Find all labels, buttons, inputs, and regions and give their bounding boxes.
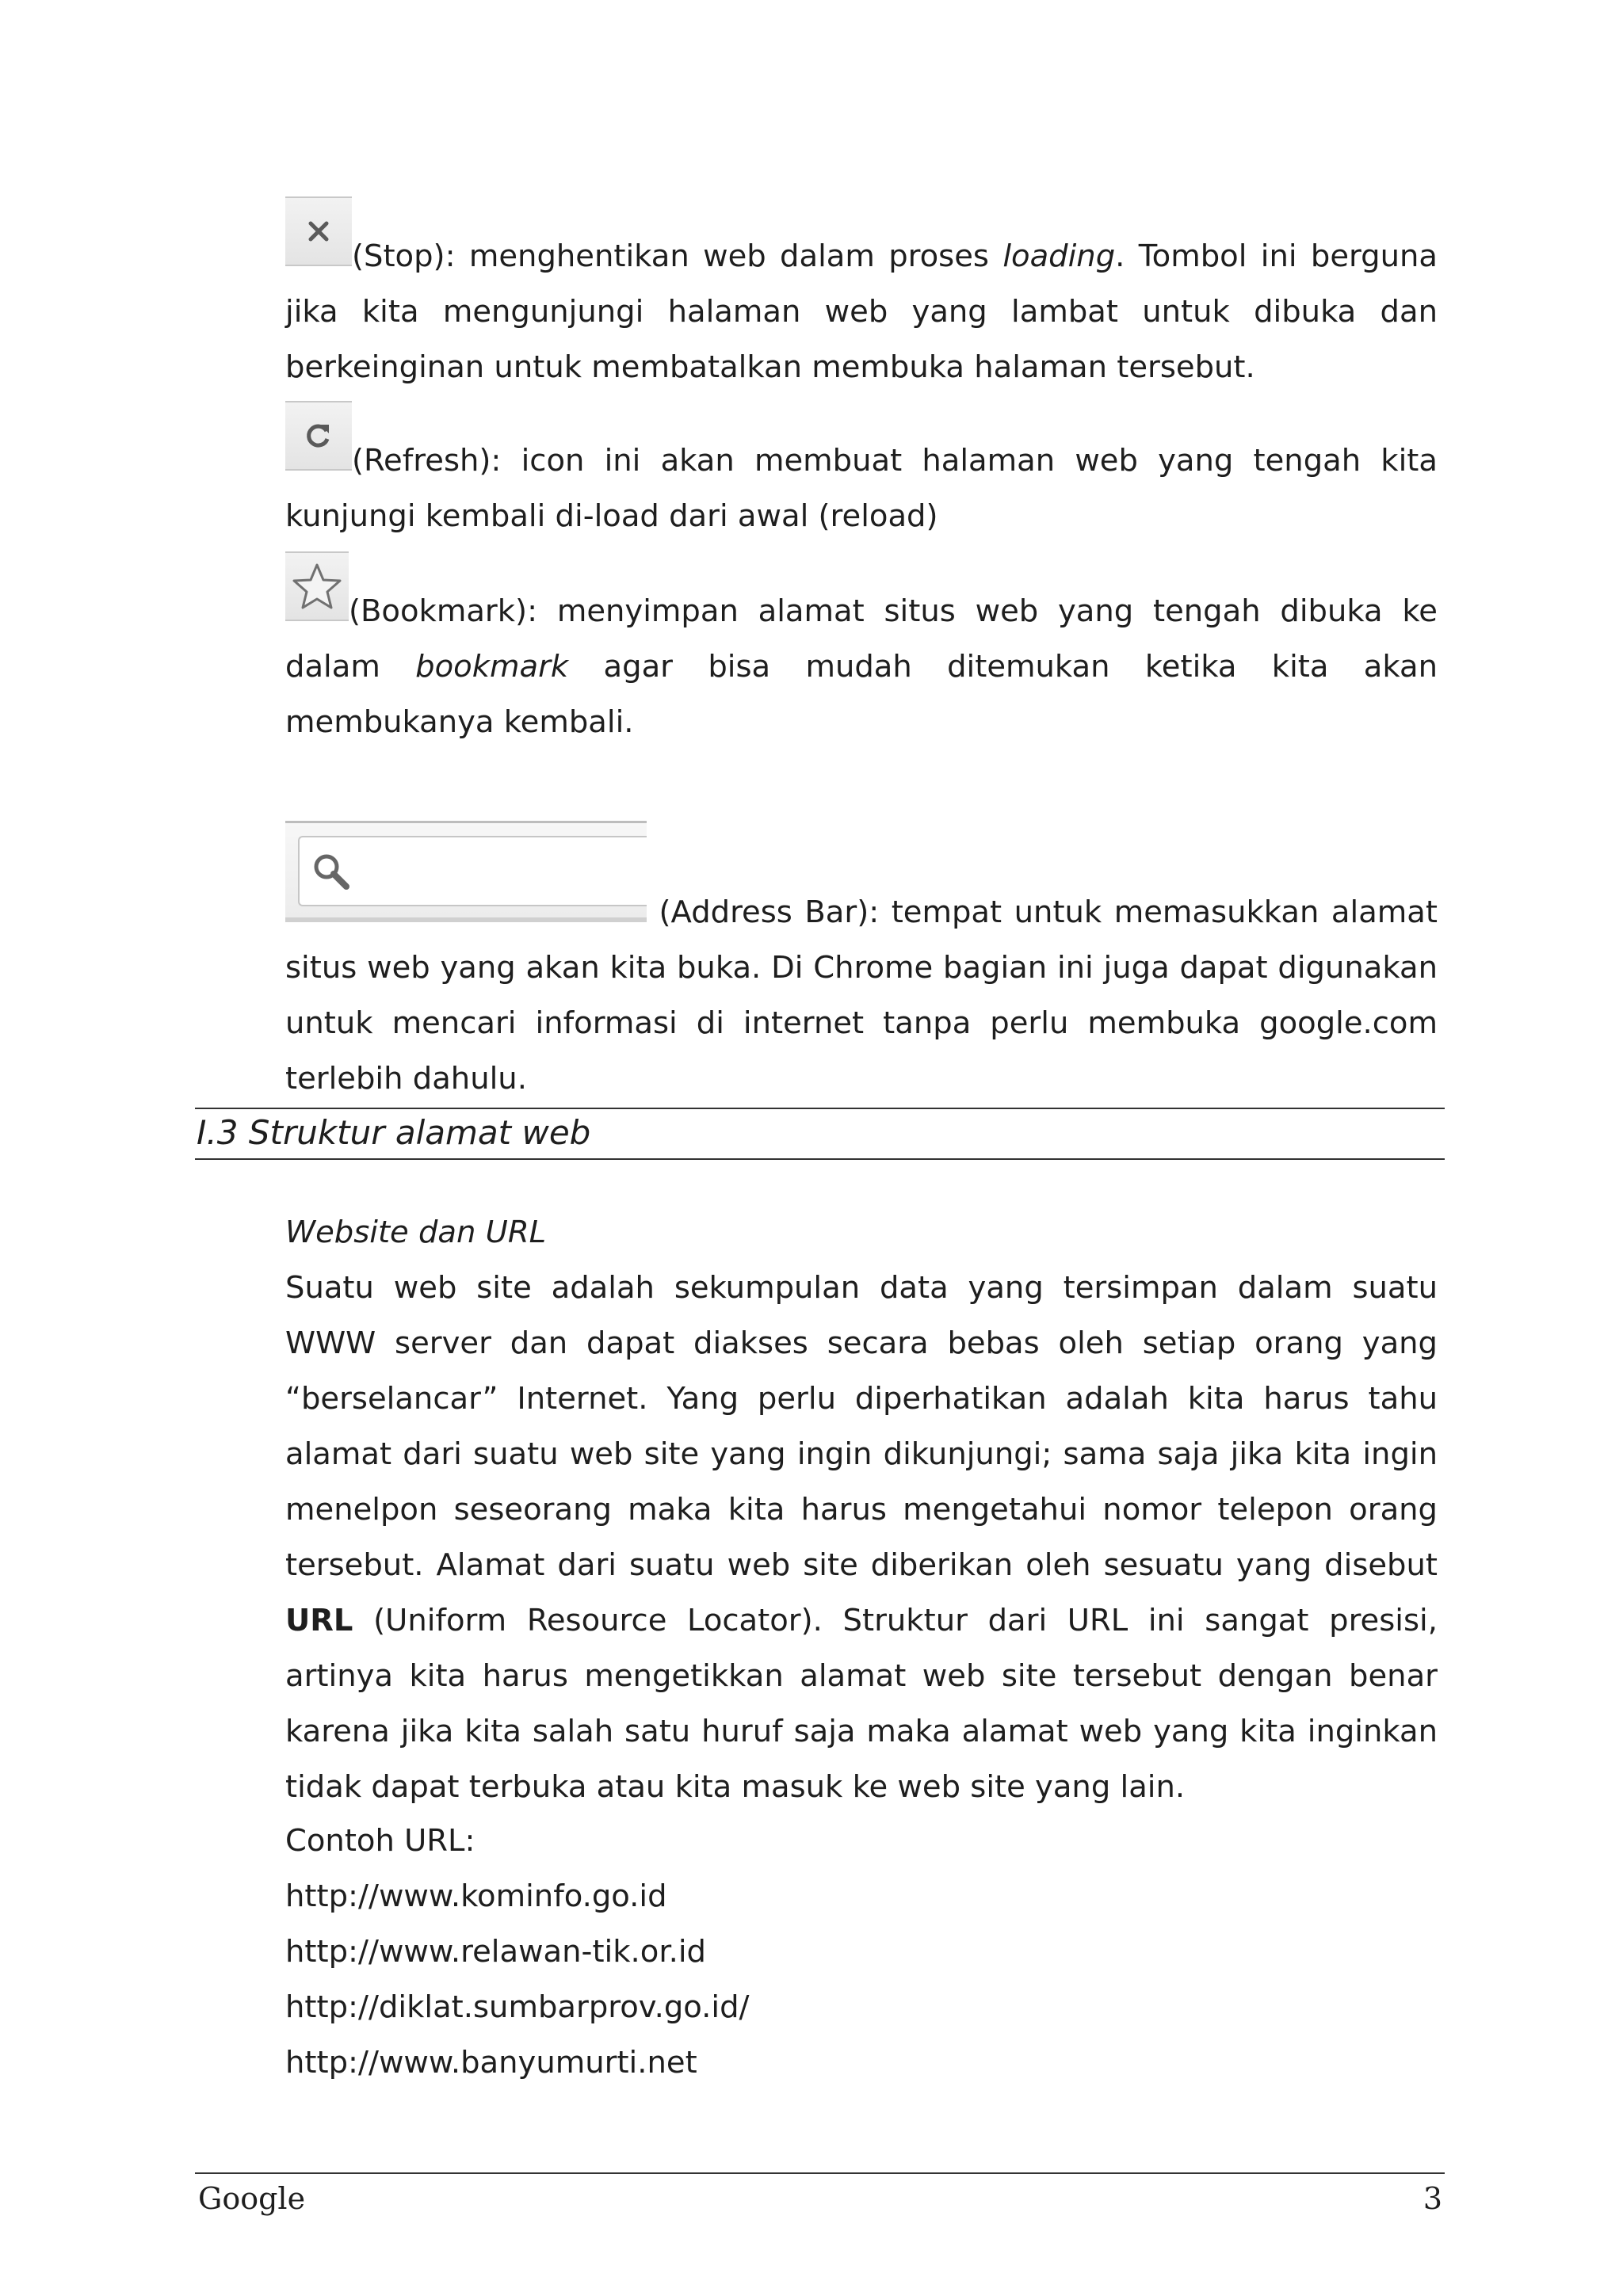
stop-emphasis: loading xyxy=(1002,238,1116,274)
url-term: URL xyxy=(285,1603,353,1638)
bookmark-description xyxy=(285,551,1438,750)
subheading: Website dan URL xyxy=(285,1215,547,1250)
url-example-4: http://www.banyumurti.net xyxy=(285,2045,697,2081)
examples-label: Contoh URL: xyxy=(285,1823,475,1859)
bookmark-button-image xyxy=(285,551,349,639)
bookmark-rest: agar bisa mudah ditemukan ketika kita akan membukanya kembali. xyxy=(285,649,1438,740)
stop-button-image xyxy=(285,196,352,284)
refresh-description xyxy=(285,401,1438,544)
section-heading-bar xyxy=(195,1108,1445,1160)
search-icon xyxy=(311,851,352,892)
address-bar-label: (Address Bar): tempat untuk memasukkan alamat situs web yang akan kita buka. Di Chrome bagian ini juga dapat digunakan untuk mencari informasi di internet tanpa perlu membuka google.com terlebih dahulu. xyxy=(285,894,1438,1097)
url-paragraph-rest: (Uniform Resource Locator). Struktur dari URL ini sangat presisi, artinya kita harus mengetikkan alamat web site tersebut dengan benar karena jika kita salah satu huruf saja maka alamat web yang kita inginkan tidak dapat terbuka atau kita masuk ke web site yang lain. xyxy=(285,1603,1438,1805)
bookmark-label: (Bookmark): menyimpan alamat situs web yang tengah dibuka ke dalam xyxy=(285,593,1438,685)
page-number: 3 xyxy=(1423,2181,1442,2216)
url-example-3: http://diklat.sumbarprov.go.id/ xyxy=(285,1989,750,2025)
url-paragraph xyxy=(285,1261,1438,1815)
footer-title: Google xyxy=(198,2181,306,2216)
url-paragraph-intro: Suatu web site adalah sekumpulan data yang tersimpan dalam suatu WWW server dan dapat diakses secara bebas oleh setiap orang yang “berselancar” Internet. Yang perlu diperhatikan adalah kita harus tahu alamat dari suatu web site yang ingin dikunjungi; sama saja jika kita ingin menelpon seseorang maka kita harus mengetahui nomor telepon orang tersebut. Alamat dari suatu web site diberikan oleh sesuatu yang disebut xyxy=(285,1270,1438,1583)
refresh-icon xyxy=(303,420,334,452)
url-example-2: http://www.relawan-tik.or.id xyxy=(285,1934,706,1970)
stop-description xyxy=(285,196,1438,395)
stop-rest: . Tombol ini berguna jika kita mengunjungi halaman web yang lambat untuk dibuka dan berkeinginan untuk membatalkan membuka halaman tersebut. xyxy=(285,238,1438,385)
address-bar-image xyxy=(285,821,647,922)
url-example-1: http://www.kominfo.go.id xyxy=(285,1878,667,1914)
star-icon xyxy=(292,563,342,610)
refresh-button-image xyxy=(285,401,352,489)
close-icon xyxy=(305,218,332,245)
stop-label: (Stop): menghentikan web dalam proses xyxy=(352,238,1003,274)
section-title: I.3 Struktur alamat web xyxy=(197,1113,591,1152)
footer-rule xyxy=(195,2172,1445,2174)
address-bar-description xyxy=(285,821,1438,1107)
bookmark-emphasis: bookmark xyxy=(415,649,569,685)
refresh-label: (Refresh): icon ini akan membuat halaman web yang tengah kita kunjungi kembali di-load dari awal (reload) xyxy=(285,443,1438,534)
